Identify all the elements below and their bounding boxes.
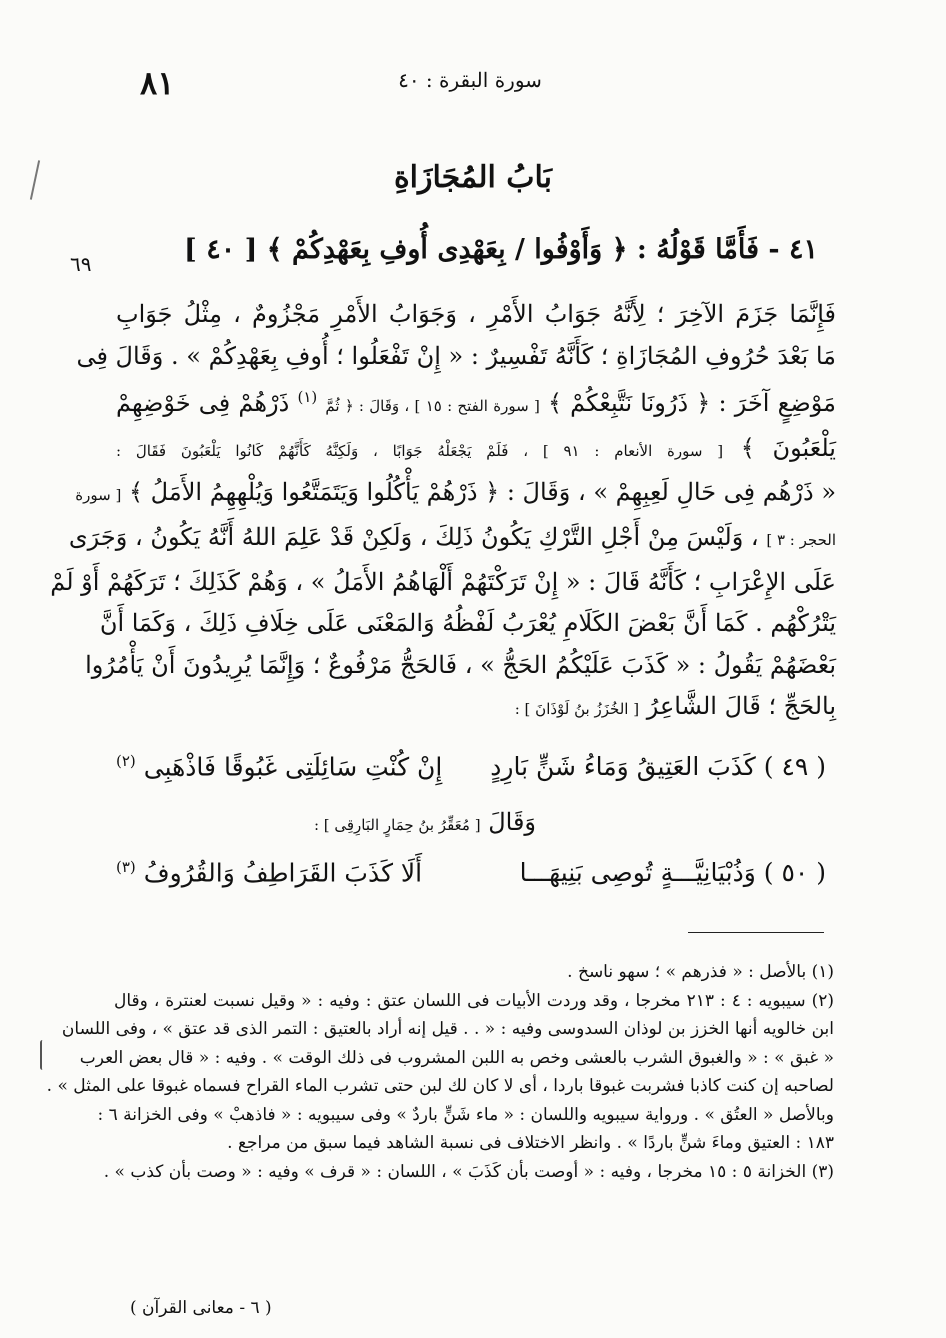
footnote-marker: (٢) [116, 752, 136, 770]
poet-name: [ الخُزَزُ بنُ لَوْذَانَ ] : [514, 700, 640, 719]
quran-quote: مَوْضِعٍ آخَرَ : ﴿ ذَرُونَا نَتَّبِعْكُمْ ﴾ [547, 389, 837, 418]
body-line: بَعْضَهُمْ يَقُولُ : « كَذَبَ عَلَيْكُمُ الحَجُّ » ، فَالحَجُّ مَرْفُوعٌ ؛ وَإِنَّمَا يُرِيدُونَ أَنْ يَأْمُرُوا [85, 650, 836, 679]
verse-hemistich-second [116, 752, 442, 781]
verse-text: أَلَا كَذَبَ القَرَاطِفُ وَالقُرُوفُ [143, 858, 423, 888]
page-number: ٨١ [140, 64, 175, 102]
body-line [68, 517, 836, 562]
body-line: يَتْرُكْهُم . كَمَا أَنَّ بَعْضَ الكَلَامِ يُعْرَبُ لَفْظُهُ وَالمَعْنَى عَلَى خِلَافِ ذَلِكَ ، وَكَمَا أَنَّ [99, 609, 836, 638]
quran-quote: ذَرْهُمْ فِى خَوْضِهِمْ [116, 389, 290, 418]
margin-number: ٦٩ [70, 252, 92, 276]
surah-ref: الحجر : ٣ ] [766, 530, 836, 549]
entry-heading: ٤١ - فَأَمَّا قَوْلُهُ : ﴿ وَأَوْفُوا / بِعَهْدِى أُوفِ بِعَهْدِكُمْ ﴾ [ ٤٠ ] [184, 234, 818, 265]
footnote-line: لصاحبه إن كنت كاذبا فشربت غبوقا باردا ، أى لا كان لك لبن حتى تشرب الماء القراح فسماه غبوقا على المثل » . [46, 1076, 834, 1096]
body-line: مَا بَعْدَ حُرُوفِ المُجَازَاةِ ؛ كَأَنَّهُ تَفْسِيرٌ : « إِنْ تَفْعَلُوا ؛ أُوفِ بِعَهْدِكُمْ » . وَقَالَ فِى [76, 341, 836, 370]
verse-number: ( ٤٩ ) [763, 752, 826, 781]
surah-ref: [ سورة [75, 486, 122, 505]
verse-hemistich-first [520, 858, 826, 887]
surah-ref: [ سورة الأنعام : ٩١ ] ، فَلَمْ يَجْعَلْهُ جَوَابًا ، وَلَكِنَّهُ كَأَنَّهُمْ كَانُوا يَلْعَبُونَ فَقَالَ : [116, 441, 724, 460]
verse-number: ( ٥٠ ) [763, 858, 826, 887]
footnote-marker: (١) [297, 388, 318, 407]
footnote-line: (١) بالأصل : « فذرهم » ؛ سهو ناسخ . [567, 962, 834, 982]
running-title: سورة البقرة : ٤٠ [398, 68, 542, 92]
surah-ref: [ سورة الفتح : ١٥ ] ، وَقَالَ : ﴿ ثُمَّ [325, 397, 540, 416]
verse-text: إِنْ كُنْتِ سَائِلَتِى غَبُوقًا فَاذْهَبِى [143, 752, 443, 782]
verse-49 [116, 752, 826, 792]
footnote-line: « غبق » : « والغبوق الشرب بالعشى وخص به اللبن المشروب فى ذلك الوقت » . وفيه : « قال بعض العرب [79, 1047, 834, 1068]
body-line [116, 428, 836, 473]
page-footer: ( ٦ - معانى القرآن ) [130, 1298, 272, 1318]
body-text-segment: بِالحَجِّ ؛ قَالَ الشَّاعِرُ [646, 692, 836, 721]
footnote-marker: (٣) [116, 858, 136, 876]
verse-50 [116, 858, 826, 898]
footnote-line: ابن خالويه أنها الخزز بن لوذان السدوسى وفيه : « . . قيل إنه أراد بالعتيق : التمر الذى قد عتق » ، وفى اللسان [61, 1019, 834, 1039]
footnote-line: ١٨٣ : العتيق وماءَ شنٍّ باردًا » . وانظر الاختلاف فى نسبة الشاهد فيما سبق من مراجع . [227, 1133, 834, 1153]
footnote-line: (٣) الخزانة ٥ : ١٥ مخرجا ، وفيه : « أوصت بأن كَذَبَ » ، اللسان : « قرف » وفيه : « وصت بأن كذب » . [103, 1161, 834, 1182]
poem-intro-verb: وَقَالَ [488, 808, 536, 836]
body-line [116, 377, 836, 428]
footnote-rule [688, 932, 824, 933]
body-line: فَإِنَّمَا جَزَمَ الآخِرَ ؛ لِأَنَّهُ جَوَابُ الأَمْرِ ، وَجَوَابُ الأَمْرِ مَجْزُومٌ ، مِثْلُ جَوَابِ [116, 300, 836, 328]
body-text [50, 294, 837, 731]
verse-text: كَذَبَ العَتِيقُ وَمَاءُ شَنٍّ بَارِدٍ [490, 752, 756, 781]
footnotes [46, 958, 834, 1186]
poem-intro [314, 808, 536, 836]
body-text-segment: ، وَلَيْسَ مِنْ أَجْلِ التَّرْكِ يَكُونُ ذَلِكَ ، وَلَكِنْ قَدْ عَلِمَ اللهُ أَنَّهُ يَكُونُ ، وَجَرَى [68, 522, 759, 551]
poet-name: [ مُعَقِّرُ بنُ حِمَارٍ البَارِقِى ] : [313, 816, 481, 834]
verse-text: وَذُبْيَانِيَّـــةٍ تُوصِى بَنِيهَـــا [519, 858, 756, 887]
chapter-title: بَابُ المُجَازَاةِ [393, 160, 553, 195]
body-line [75, 472, 836, 517]
footnote-line: وبالأصل « العتُق » . ورواية سيبويه واللسان : « ماء شَنٍّ باردٌ » وفى سيبويه : « فاذهبْ » وفى الخزانة ٦ : [97, 1104, 834, 1125]
body-line: عَلَى الإِعْرَابِ ؛ كَأَنَّهُ قَالَ : « إِنْ تَرَكْتَهُمْ أَلْهَاهُمُ الأَمَلُ » ، وَهُمْ كَذَلِكَ ؛ تَرَكَهُمْ أَوْ لَمْ [50, 567, 836, 596]
scan-mark [40, 1040, 45, 1070]
scan-mark [30, 160, 40, 200]
verse-hemistich-second [116, 858, 422, 887]
body-line [116, 686, 836, 731]
quran-quote: « ذَرْهُم فِى حَالِ لَعِبِهِمْ » ، وَقَالَ : ﴿ ذَرْهُمْ يَأْكُلُوا وَيَتَمَتَّعُوا وَيُلْهِهِمُ الأَمَلُ ﴾ [128, 478, 836, 507]
quran-quote: يَلْعَبُونَ ﴾ [740, 433, 836, 462]
verse-hemistich-first [490, 752, 826, 781]
footnote-line: (٢) سيبويه : ٤ : ٢١٣ مخرجا ، وقد وردت الأبيات فى اللسان عتق : وفيه : « وقيل نسبت لعنترة ، وقال [114, 990, 834, 1011]
